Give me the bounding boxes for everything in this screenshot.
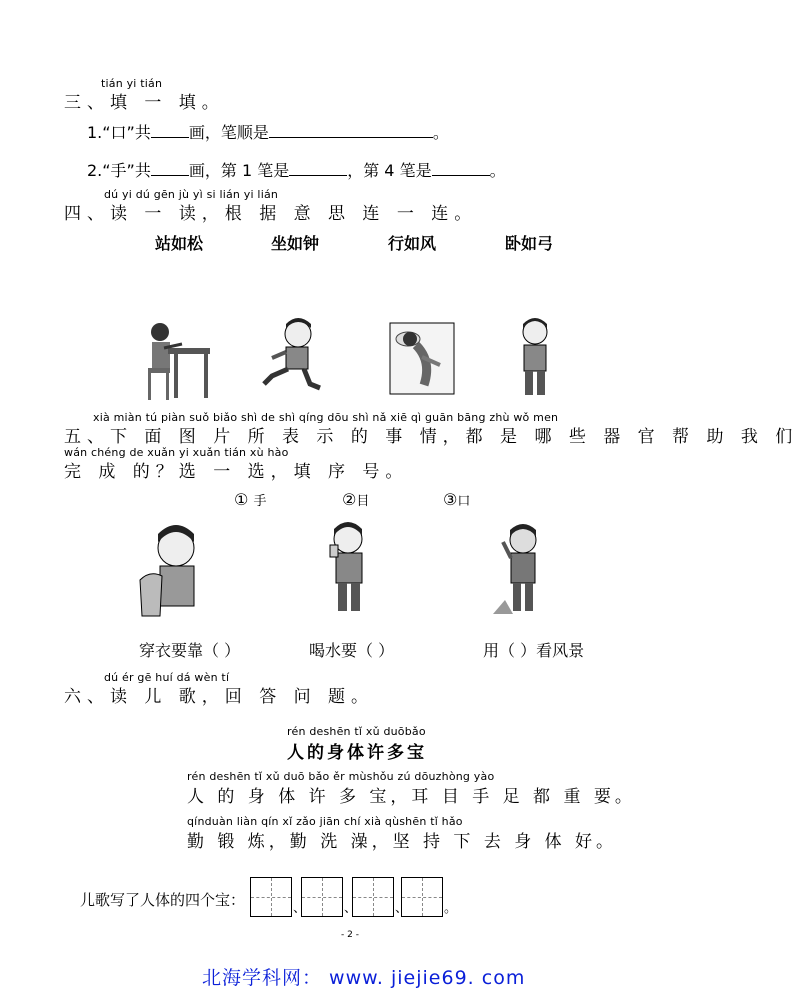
answer-box-2[interactable] — [301, 877, 343, 917]
poem-title-pinyin: rén deshēn tǐ xǔ duōbǎo — [287, 725, 426, 738]
question-3-1 — [87, 120, 449, 143]
page-number: - 2 - — [341, 930, 359, 940]
poem-line2-pinyin: qínduàn liàn qín xǐ zǎo jiān chí xià qùshēn tǐ hǎo — [187, 815, 463, 828]
phrase-walk: 行如风 — [388, 234, 437, 253]
caption-dressing: 穿衣要靠（ ） — [139, 641, 241, 660]
q2-blank-first-stroke[interactable] — [289, 161, 347, 176]
q2-text-d: 。 — [489, 161, 506, 180]
option-mouth — [443, 490, 470, 509]
section6-pinyin: dú ér gē huí dá wèn tí — [104, 671, 230, 684]
caption-drinking: 喝水要（ ） — [309, 641, 395, 660]
dressing-boy-image — [130, 520, 212, 620]
phrase-stand: 站如松 — [155, 234, 204, 253]
section4-heading: 四、读 一 读，根 据 意 思 连 一 连。 — [64, 204, 478, 224]
q1-blank-strokes[interactable] — [151, 123, 189, 138]
option-mouth-label: 口 — [457, 494, 471, 509]
poem-line1: 人 的 身 体 许 多 宝，耳 目 手 足 都 重 要。 — [187, 787, 636, 807]
q2-text-a: 2.“手”共 — [87, 161, 151, 180]
standing-boy-image — [510, 318, 560, 400]
option-hand-number: ① — [234, 490, 249, 509]
section6-heading: 六、读 儿 歌，回 答 问 题。 — [64, 687, 375, 707]
phrase-sit: 坐如钟 — [271, 234, 320, 253]
sitting-at-desk-image — [138, 318, 213, 403]
caption-scenery: 用（ ）看风景 — [483, 641, 585, 660]
q2-text-b: 画，第 1 笔是 — [188, 161, 290, 180]
lying-in-bed-image — [388, 321, 456, 396]
site-watermark[interactable]: 北海学科网： www. jiejie69. com — [202, 967, 526, 989]
q2-text-c: ，第 4 笔是 — [347, 161, 432, 180]
running-boy-image — [258, 318, 326, 396]
answer-box-1[interactable] — [250, 877, 292, 917]
q2-blank-fourth-stroke[interactable] — [432, 161, 490, 176]
option-eye-label: 目 — [356, 494, 370, 509]
section3-heading: 三、填 一 填。 — [64, 93, 225, 113]
q1-blank-order[interactable] — [269, 123, 433, 138]
q1-text-a: 1.“口”共 — [87, 123, 151, 142]
section5-pinyin-line2: wán chéng de xuǎn yi xuǎn tián xù hào — [64, 446, 289, 459]
q2-blank-strokes[interactable] — [151, 161, 189, 176]
answer-prompt: 儿歌写了人体的四个宝： — [80, 891, 246, 909]
poem-line2: 勤 锻 炼，勤 洗 澡，坚 持 下 去 身 体 好。 — [187, 832, 618, 852]
separator-3: 、 — [395, 901, 409, 916]
option-mouth-number: ③ — [443, 490, 458, 509]
option-hand-label: 手 — [253, 494, 267, 509]
drinking-boy-image — [322, 521, 382, 617]
q1-text-b: 画，笔顺是 — [188, 123, 269, 142]
section5-pinyin-line1: xià miàn tú piàn suǒ biǎo shì de shì qíng dōu shì nǎ xiē qì guān bāng zhù wǒ men — [93, 411, 559, 424]
poem-title: 人的身体许多宝 — [287, 743, 427, 763]
option-eye-number: ② — [342, 490, 357, 509]
section4-pinyin: dú yi dú gēn jù yì si lián yi lián — [104, 188, 279, 201]
option-hand — [234, 490, 266, 509]
option-eye — [342, 490, 369, 509]
looking-scenery-image — [493, 522, 553, 618]
separator-1: 、 — [293, 901, 307, 916]
q1-text-c: 。 — [432, 123, 449, 142]
section5-heading-line1: 五、下 面 图 片 所 表 示 的 事 情，都 是 哪 些 器 官 帮 助 我 们 — [64, 427, 798, 447]
separator-end: 。 — [444, 901, 458, 916]
section3-pinyin: tián yi tián — [101, 77, 163, 90]
question-3-2 — [87, 158, 506, 181]
answer-box-4[interactable] — [401, 877, 443, 917]
section5-heading-line2: 完 成 的？选 一 选，填 序 号。 — [64, 462, 409, 482]
answer-box-3[interactable] — [352, 877, 394, 917]
separator-2: 、 — [344, 901, 358, 916]
poem-line1-pinyin: rén deshēn tǐ xǔ duō bǎo ěr mùshǒu zú dōuzhòng yào — [187, 770, 495, 783]
phrase-lie: 卧如弓 — [505, 234, 554, 253]
